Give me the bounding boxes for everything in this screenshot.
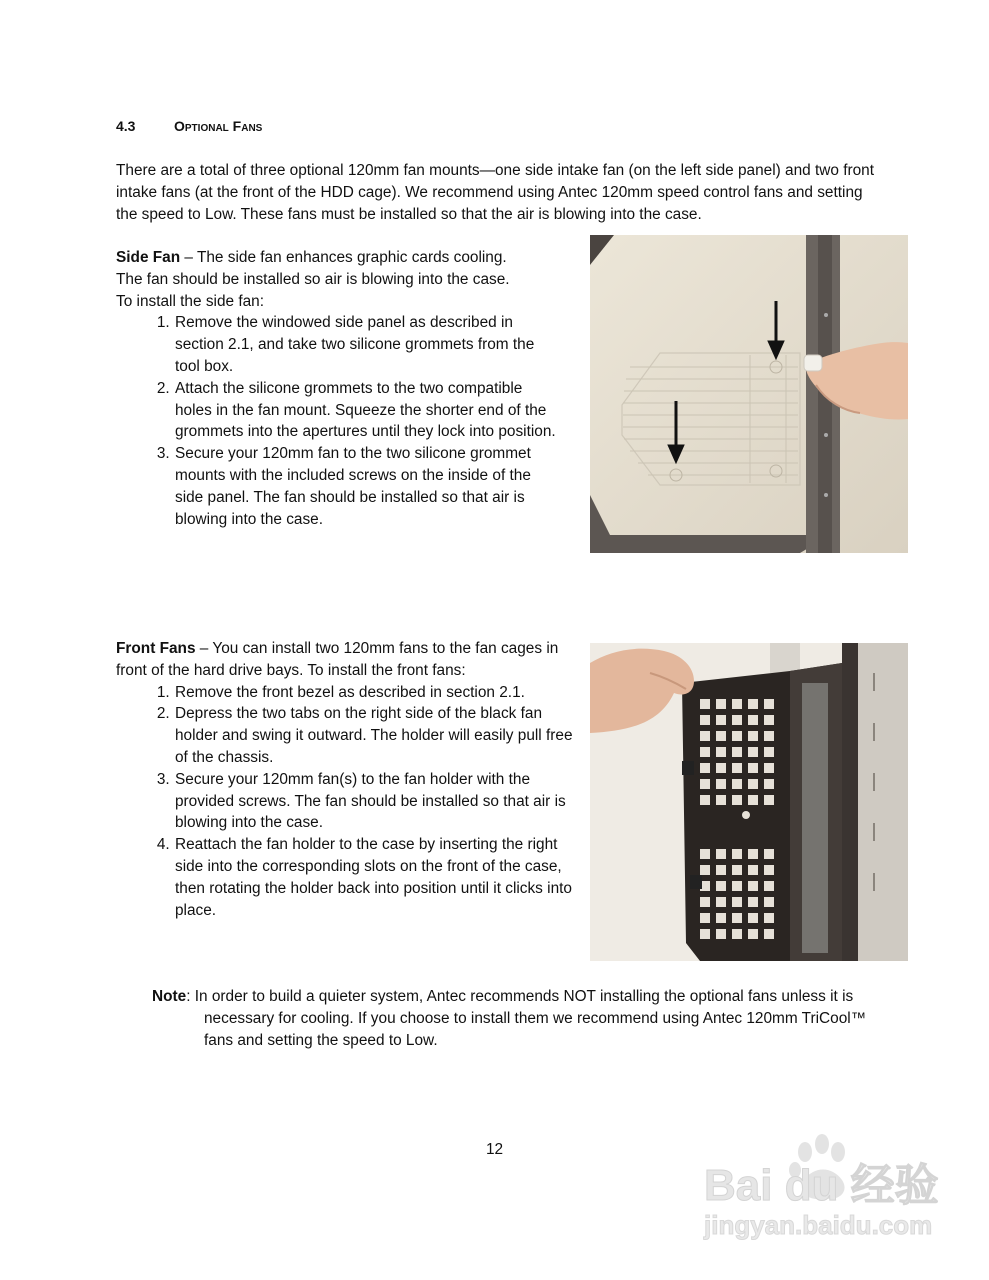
note-paragraph [152, 986, 892, 1051]
section-title: Optional Fans [174, 118, 263, 134]
front-fans-step: 4. Reattach the fan holder to the case by inserting the right side into the corresponding slots on the front of the case, then rotating the holder back into position until it clicks into place. [174, 834, 586, 921]
section-number: 4.3 [116, 118, 136, 134]
note-label: Note [152, 988, 187, 1005]
note-text: : In order to build a quieter system, Antec recommends NOT installing the optional fans unless it is necessary for cooling. If you choose to install them we recommend using Antec 120mm TriCool™ fans and setting the speed to Low. [186, 988, 867, 1049]
section-heading [116, 118, 262, 134]
baidu-jingyan-watermark [700, 1130, 940, 1250]
note-block [152, 986, 892, 1051]
front-fans-step: 3. Secure your 120mm fan(s) to the fan holder with the provided screws. The fan should be installed so that air is blowing into the case. [174, 769, 586, 834]
side-fan-section [116, 247, 556, 530]
front-fans-lead-text: – You can install two 120mm fans to the fan cages in front of the hard drive bays. To install the front fans: [116, 640, 559, 679]
watermark-brand: Bai du 经验 [704, 1161, 939, 1210]
fan-holder-illustration [590, 643, 908, 961]
side-panel-illustration [590, 235, 908, 553]
side-fan-step: 2. Attach the silicone grommets to the two compatible holes in the fan mount. Squeeze the shorter end of the grommets into the apertures until they lock into position. [174, 378, 556, 443]
side-fan-photo [590, 235, 908, 553]
side-fan-step: 1. Remove the windowed side panel as described in section 2.1, and take two silicone grommets from the tool box. [174, 312, 556, 377]
intro-paragraph: There are a total of three optional 120mm fan mounts—one side intake fan (on the left side panel) and two front intake fans (at the front of the HDD cage). We recommend using Antec 120mm speed control fans and setting the speed to Low. These fans must be installed so that the air is blowing into the case. [116, 162, 875, 223]
front-fans-label: Front Fans [116, 640, 196, 657]
front-fans-steps [116, 682, 586, 922]
side-fan-lead-line-2: The fan should be installed so air is blowing into the case. [116, 270, 510, 288]
front-fans-step: 1. Remove the front bezel as described in section 2.1. [174, 682, 586, 704]
side-fan-lead-line-3: To install the side fan: [116, 292, 265, 310]
side-fan-label: Side Fan [116, 249, 181, 266]
side-fan-lead-line-1: – The side fan enhances graphic cards cooling. [180, 249, 507, 266]
side-fan-steps [116, 312, 556, 530]
side-fan-lead [116, 247, 556, 312]
front-fans-lead [116, 638, 586, 682]
page-number: 12 [485, 1141, 504, 1158]
front-fans-photo [590, 643, 908, 961]
side-fan-step: 3. Secure your 120mm fan to the two silicone grommet mounts with the included screws on the inside of the side panel. The fan should be installed so that air is blowing into the case. [174, 443, 556, 530]
watermark-url: jingyan.baidu.com [704, 1210, 933, 1240]
front-fans-section [116, 638, 586, 921]
front-fans-step: 2. Depress the two tabs on the right side of the black fan holder and swing it outward. The holder will easily pull free of the chassis. [174, 703, 586, 768]
